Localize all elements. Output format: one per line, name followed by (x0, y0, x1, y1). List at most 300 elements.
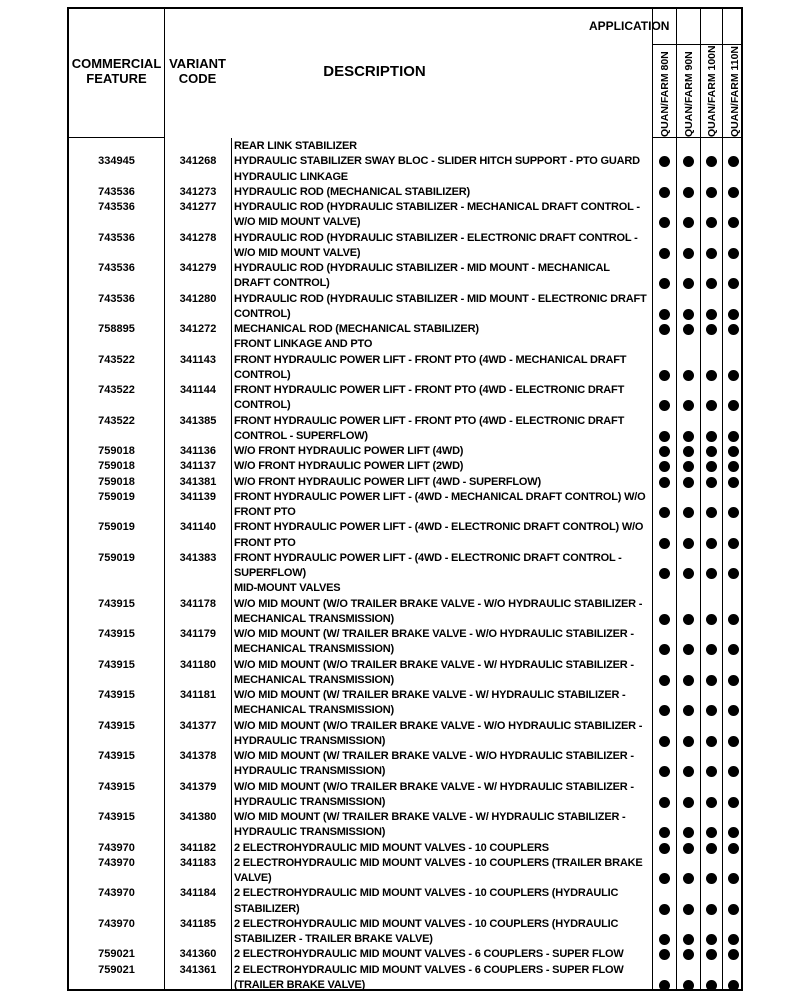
application-dot-icon (706, 309, 717, 320)
variant-code-cell: 341377 (179, 719, 217, 732)
header-variant-code: VARIANT CODE (169, 56, 226, 86)
table-row (69, 353, 741, 368)
application-dot-icon (728, 187, 739, 198)
commercial-feature-cell: 759019 (98, 521, 135, 534)
description-cell: FRONT HYDRAULIC POWER LIFT - (4WD - ELECTRONIC DRAFT CONTROL - (234, 551, 622, 564)
table-row (69, 749, 741, 764)
description-cell: FRONT HYDRAULIC POWER LIFT - (4WD - MECHANICAL DRAFT CONTROL) W/O (234, 490, 646, 503)
table-row (69, 886, 741, 901)
description-cell: HYDRAULIC ROD (MECHANICAL STABILIZER) (234, 185, 471, 198)
application-dot-icon (659, 736, 670, 747)
table-row (69, 520, 741, 535)
application-dot-icon (659, 507, 670, 518)
application-dot-icon (728, 827, 739, 838)
application-dot-icon (706, 675, 717, 686)
application-dot-icon (683, 370, 694, 381)
table-row (69, 139, 741, 154)
application-dot-icon (683, 766, 694, 777)
application-dot-icon (728, 217, 739, 228)
application-dot-icon (728, 614, 739, 625)
application-dot-icon (659, 446, 670, 457)
variant-code-cell: 341180 (179, 658, 217, 671)
application-dot-icon (683, 843, 694, 854)
description-cell: MECHANICAL TRANSMISSION) (234, 643, 394, 656)
application-dot-icon (728, 538, 739, 549)
table-row (69, 902, 741, 917)
table-row (69, 597, 741, 612)
application-dot-icon (706, 843, 717, 854)
application-dot-icon (706, 370, 717, 381)
description-cell: W/O MID MOUNT (W/ TRAILER BRAKE VALVE - W/O HYDRAULIC STABILIZER - (234, 750, 634, 762)
application-dot-icon (659, 217, 670, 228)
application-dot-icon (728, 675, 739, 686)
description-cell: 2 ELECTROHYDRAULIC MID MOUNT VALVES - 10 COUPLERS (234, 841, 549, 854)
commercial-feature-cell: 743915 (98, 658, 135, 671)
table-row (69, 398, 741, 413)
table-row (69, 917, 741, 932)
commercial-feature-cell: 743536 (98, 292, 135, 305)
commercial-feature-cell: 743536 (98, 201, 135, 213)
application-dot-icon (728, 370, 739, 381)
application-dot-icon (706, 934, 717, 945)
application-dot-icon (659, 187, 670, 198)
commercial-feature-cell: 759021 (98, 963, 135, 976)
commercial-feature-cell: 743915 (98, 597, 135, 610)
application-dot-icon (659, 705, 670, 716)
description-cell: FRONT PTO (234, 536, 296, 549)
application-dot-icon (706, 949, 717, 960)
application-dot-icon (659, 431, 670, 442)
application-dot-icon (659, 568, 670, 579)
application-dot-icon (706, 324, 717, 335)
variant-code-cell: 341278 (179, 231, 217, 244)
application-dot-icon (706, 904, 717, 915)
table-row (69, 841, 741, 856)
table-row (69, 261, 741, 276)
application-dot-icon (659, 934, 670, 945)
application-dot-icon (659, 644, 670, 655)
model-label: QUAN/FARM 110N (729, 45, 741, 137)
table-row (69, 307, 741, 322)
description-cell: HYDRAULIC TRANSMISSION) (234, 826, 386, 839)
application-dot-icon (683, 797, 694, 808)
application-dot-icon (659, 370, 670, 381)
description-cell: VALVE) (234, 872, 272, 884)
variant-code-cell: 341139 (179, 490, 217, 503)
table-row (69, 963, 741, 978)
variant-code-cell: 341279 (179, 262, 217, 274)
description-cell: W/O MID MOUNT (W/ TRAILER BRAKE VALVE - W/ HYDRAULIC STABILIZER - (234, 689, 626, 701)
commercial-feature-cell: 743915 (98, 811, 135, 823)
variant-code-cell: 341277 (179, 201, 217, 213)
description-cell: FRONT HYDRAULIC POWER LIFT - (4WD - ELECTRONIC DRAFT CONTROL) W/O (234, 521, 644, 534)
application-dot-icon (683, 278, 694, 289)
description-cell: 2 ELECTROHYDRAULIC MID MOUNT VALVES - 6 COUPLERS - SUPER FLOW (234, 948, 624, 961)
application-dot-icon (659, 278, 670, 289)
table-row (69, 795, 741, 810)
application-dot-icon (683, 248, 694, 259)
table-row (69, 978, 741, 993)
description-cell: CONTROL) (234, 368, 291, 381)
table-row (69, 703, 741, 718)
commercial-feature-cell: 334945 (98, 155, 135, 168)
commercial-feature-cell: 759018 (98, 445, 135, 457)
application-dot-icon (728, 843, 739, 854)
variant-code-cell: 341360 (179, 948, 217, 961)
description-cell: 2 ELECTROHYDRAULIC MID MOUNT VALVES - 10 COUPLERS (HYDRAULIC (234, 917, 619, 930)
description-cell: W/O MID MOUNT (W/ TRAILER BRAKE VALVE - W/ HYDRAULIC STABILIZER - (234, 811, 626, 823)
header-commercial-feature: COMMERCIAL FEATURE (71, 56, 162, 86)
application-dot-icon (683, 217, 694, 228)
application-dot-icon (659, 324, 670, 335)
table-row (69, 719, 741, 734)
description-cell: CONTROL) (234, 399, 291, 412)
model-label: QUAN/FARM 100N (706, 45, 718, 137)
description-cell: MID-MOUNT VALVES (234, 582, 341, 595)
description-cell: FRONT HYDRAULIC POWER LIFT - FRONT PTO (4WD - ELECTRONIC DRAFT (234, 384, 625, 396)
table-row (69, 536, 741, 551)
description-cell: STABILIZER - TRAILER BRAKE VALVE) (234, 933, 433, 945)
table-row (69, 490, 741, 505)
table-row (69, 337, 741, 352)
application-dot-icon (683, 477, 694, 488)
table-row (69, 947, 741, 962)
application-dot-icon (728, 736, 739, 747)
table-row (69, 505, 741, 520)
header-model-110n (724, 45, 746, 137)
table-row (69, 231, 741, 246)
application-dot-icon (728, 507, 739, 518)
table-row (69, 322, 741, 337)
application-dot-icon (683, 187, 694, 198)
table-row (69, 780, 741, 795)
description-cell: CONTROL) (234, 307, 291, 320)
application-dot-icon (659, 248, 670, 259)
application-dot-icon (659, 797, 670, 808)
variant-code-cell: 341137 (179, 460, 217, 473)
commercial-feature-cell: 743970 (98, 917, 135, 930)
variant-code-cell: 341280 (179, 292, 217, 305)
application-dot-icon (683, 309, 694, 320)
commercial-feature-cell: 743536 (98, 262, 135, 274)
application-dot-icon (706, 156, 717, 167)
application-dot-icon (706, 980, 717, 991)
description-cell: MECHANICAL ROD (MECHANICAL STABILIZER) (234, 323, 479, 335)
commercial-feature-cell: 743915 (98, 719, 135, 732)
table-row (69, 292, 741, 307)
application-dot-icon (728, 568, 739, 579)
variant-code-cell: 341381 (179, 475, 217, 488)
application-dot-icon (659, 538, 670, 549)
application-dot-icon (728, 705, 739, 716)
parts-table (67, 7, 743, 991)
table-row (69, 825, 741, 840)
commercial-feature-cell: 743915 (98, 750, 135, 762)
application-dot-icon (728, 461, 739, 472)
commercial-feature-cell: 743536 (98, 231, 135, 244)
description-cell: CONTROL - SUPERFLOW) (234, 429, 368, 442)
description-cell: FRONT HYDRAULIC POWER LIFT - FRONT PTO (4WD - ELECTRONIC DRAFT (234, 414, 625, 427)
description-cell: FRONT PTO (234, 506, 296, 518)
variant-code-cell: 341144 (179, 384, 217, 396)
table-row (69, 246, 741, 261)
application-dot-icon (706, 400, 717, 411)
application-dot-icon (683, 507, 694, 518)
table-row (69, 627, 741, 642)
application-dot-icon (728, 431, 739, 442)
application-dot-icon (728, 934, 739, 945)
commercial-feature-cell: 759021 (98, 948, 135, 961)
application-dot-icon (683, 827, 694, 838)
application-dot-icon (683, 446, 694, 457)
variant-code-cell: 341383 (179, 551, 217, 564)
description-cell: W/O MID MOUNT VALVE) (234, 216, 361, 229)
variant-code-cell: 341178 (179, 597, 217, 610)
application-dot-icon (728, 278, 739, 289)
description-cell: HYDRAULIC LINKAGE (234, 170, 348, 183)
application-dot-icon (683, 705, 694, 716)
application-dot-icon (728, 156, 739, 167)
table-row (69, 642, 741, 657)
application-dot-icon (659, 309, 670, 320)
application-dot-icon (706, 248, 717, 259)
table-row (69, 932, 741, 947)
application-dot-icon (706, 217, 717, 228)
application-dot-icon (706, 507, 717, 518)
variant-code-cell: 341379 (179, 780, 217, 793)
commercial-feature-cell: 743536 (98, 185, 135, 198)
commercial-feature-cell: 759018 (98, 460, 135, 473)
variant-code-cell: 341385 (179, 414, 217, 427)
table-row (69, 581, 741, 596)
variant-code-cell: 341179 (179, 628, 217, 640)
application-dot-icon (706, 766, 717, 777)
application-dot-icon (728, 980, 739, 991)
variant-code-cell: 341272 (179, 323, 217, 335)
description-cell: W/O MID MOUNT (W/ TRAILER BRAKE VALVE - W/O HYDRAULIC STABILIZER - (234, 628, 634, 640)
commercial-feature-cell: 743970 (98, 841, 135, 854)
description-cell: HYDRAULIC TRANSMISSION) (234, 795, 386, 808)
application-dot-icon (728, 400, 739, 411)
table-row (69, 383, 741, 398)
description-cell: 2 ELECTROHYDRAULIC MID MOUNT VALVES - 10 COUPLERS (TRAILER BRAKE (234, 856, 643, 869)
variant-code-cell: 341268 (179, 155, 217, 168)
application-dot-icon (728, 309, 739, 320)
commercial-feature-cell: 759018 (98, 475, 135, 488)
table-row (69, 734, 741, 749)
application-dot-icon (683, 461, 694, 472)
table-row (69, 688, 741, 703)
application-dot-icon (659, 904, 670, 915)
description-cell: FRONT LINKAGE AND PTO (234, 338, 373, 351)
table-row (69, 566, 741, 581)
description-cell: HYDRAULIC STABILIZER SWAY BLOC - SLIDER HITCH SUPPORT - PTO GUARD (234, 155, 640, 168)
description-cell: W/O FRONT HYDRAULIC POWER LIFT (4WD) (234, 445, 464, 457)
application-dot-icon (728, 644, 739, 655)
application-dot-icon (706, 705, 717, 716)
model-label: QUAN/FARM 90N (683, 51, 695, 137)
commercial-feature-cell: 758895 (98, 323, 135, 335)
commercial-feature-cell: 759019 (98, 490, 135, 503)
application-dot-icon (683, 675, 694, 686)
description-cell: 2 ELECTROHYDRAULIC MID MOUNT VALVES - 6 COUPLERS - SUPER FLOW (234, 963, 624, 976)
application-dot-icon (683, 156, 694, 167)
table-row (69, 368, 741, 383)
application-dot-icon (683, 644, 694, 655)
header-description: DESCRIPTION (323, 63, 426, 80)
application-dot-icon (659, 873, 670, 884)
table-row (69, 673, 741, 688)
application-dot-icon (706, 461, 717, 472)
description-cell: MECHANICAL TRANSMISSION) (234, 612, 394, 625)
application-dot-icon (659, 949, 670, 960)
commercial-feature-cell: 743915 (98, 780, 135, 793)
application-dot-icon (728, 446, 739, 457)
variant-code-cell: 341143 (179, 353, 217, 366)
application-dot-icon (659, 461, 670, 472)
description-cell: HYDRAULIC TRANSMISSION) (234, 765, 386, 778)
description-cell: W/O FRONT HYDRAULIC POWER LIFT (2WD) (234, 460, 464, 473)
variant-code-cell: 341136 (179, 445, 217, 457)
description-cell: HYDRAULIC TRANSMISSION) (234, 734, 386, 747)
application-dot-icon (683, 736, 694, 747)
application-dot-icon (659, 156, 670, 167)
application-dot-icon (659, 766, 670, 777)
application-dot-icon (706, 431, 717, 442)
application-dot-icon (683, 400, 694, 411)
description-cell: HYDRAULIC ROD (HYDRAULIC STABILIZER - ELECTRONIC DRAFT CONTROL - (234, 231, 638, 244)
description-cell: DRAFT CONTROL) (234, 277, 330, 290)
application-dot-icon (706, 736, 717, 747)
description-cell: W/O MID MOUNT (W/O TRAILER BRAKE VALVE - W/ HYDRAULIC STABILIZER - (234, 658, 634, 671)
description-cell: W/O MID MOUNT VALVE) (234, 246, 361, 259)
application-dot-icon (659, 980, 670, 991)
variant-code-cell: 341361 (179, 963, 217, 976)
application-dot-icon (728, 766, 739, 777)
application-dot-icon (683, 324, 694, 335)
application-dot-icon (728, 324, 739, 335)
table-row (69, 551, 741, 566)
header-model-90n (678, 53, 700, 137)
application-dot-icon (728, 904, 739, 915)
variant-code-cell: 341378 (179, 750, 217, 762)
table-row (69, 170, 741, 185)
description-cell: HYDRAULIC ROD (HYDRAULIC STABILIZER - MID MOUNT - MECHANICAL (234, 262, 610, 274)
description-cell: W/O MID MOUNT (W/O TRAILER BRAKE VALVE - W/O HYDRAULIC STABILIZER - (234, 719, 643, 732)
application-dot-icon (706, 614, 717, 625)
table-row (69, 414, 741, 429)
variant-code-cell: 341380 (179, 811, 217, 823)
application-dot-icon (683, 934, 694, 945)
table-row (69, 459, 741, 474)
description-cell: HYDRAULIC ROD (HYDRAULIC STABILIZER - MECHANICAL DRAFT CONTROL - (234, 201, 640, 213)
commercial-feature-cell: 743522 (98, 353, 135, 366)
description-cell: W/O FRONT HYDRAULIC POWER LIFT (4WD - SUPERFLOW) (234, 475, 541, 488)
application-dot-icon (683, 538, 694, 549)
application-dot-icon (659, 675, 670, 686)
description-cell: REAR LINK STABILIZER (234, 140, 357, 152)
application-dot-icon (706, 644, 717, 655)
description-cell: W/O MID MOUNT (W/O TRAILER BRAKE VALVE - W/ HYDRAULIC STABILIZER - (234, 780, 634, 793)
commercial-feature-cell: 743970 (98, 856, 135, 869)
application-dot-icon (683, 614, 694, 625)
table-row (69, 444, 741, 459)
table-row (69, 276, 741, 291)
table-row (69, 429, 741, 444)
application-dot-icon (683, 904, 694, 915)
application-dot-icon (706, 538, 717, 549)
application-dot-icon (683, 873, 694, 884)
table-row (69, 200, 741, 215)
description-cell: HYDRAULIC ROD (HYDRAULIC STABILIZER - MID MOUNT - ELECTRONIC DRAFT (234, 292, 647, 305)
application-dot-icon (706, 873, 717, 884)
variant-code-cell: 341140 (179, 521, 217, 534)
application-dot-icon (728, 873, 739, 884)
application-dot-icon (683, 980, 694, 991)
description-cell: STABILIZER) (234, 902, 300, 915)
commercial-feature-cell: 743522 (98, 414, 135, 427)
application-dot-icon (728, 477, 739, 488)
header-model-80n (654, 53, 676, 137)
application-dot-icon (659, 843, 670, 854)
variant-code-cell: 341183 (179, 856, 217, 869)
application-dot-icon (659, 400, 670, 411)
commercial-feature-cell: 743522 (98, 384, 135, 396)
application-dot-icon (659, 477, 670, 488)
description-cell: MECHANICAL TRANSMISSION) (234, 704, 394, 717)
header-application: APPLICATION (589, 19, 670, 33)
application-dot-icon (728, 797, 739, 808)
commercial-feature-cell: 743915 (98, 628, 135, 640)
application-dot-icon (706, 278, 717, 289)
commercial-feature-cell: 759019 (98, 551, 135, 564)
application-dot-icon (659, 827, 670, 838)
application-dot-icon (683, 431, 694, 442)
commercial-feature-cell: 743915 (98, 689, 135, 701)
table-row (69, 658, 741, 673)
description-cell: 2 ELECTROHYDRAULIC MID MOUNT VALVES - 10 COUPLERS (HYDRAULIC (234, 887, 619, 900)
header-model-100n (701, 45, 723, 137)
table-row (69, 185, 741, 200)
description-cell: SUPERFLOW) (234, 567, 306, 579)
commercial-feature-cell: 743970 (98, 887, 135, 900)
description-cell: (TRAILER BRAKE VALVE) (234, 978, 366, 991)
application-dot-icon (659, 614, 670, 625)
variant-code-cell: 341185 (179, 917, 217, 930)
application-dot-icon (683, 568, 694, 579)
application-dot-icon (706, 827, 717, 838)
description-cell: MECHANICAL TRANSMISSION) (234, 673, 394, 686)
application-dot-icon (706, 446, 717, 457)
table-row (69, 475, 741, 490)
description-cell: FRONT HYDRAULIC POWER LIFT - FRONT PTO (4WD - MECHANICAL DRAFT (234, 353, 627, 366)
application-dot-icon (728, 949, 739, 960)
table-row (69, 810, 741, 825)
variant-code-cell: 341273 (179, 185, 217, 198)
description-cell: W/O MID MOUNT (W/O TRAILER BRAKE VALVE - W/O HYDRAULIC STABILIZER - (234, 597, 643, 610)
table-row (69, 215, 741, 230)
table-row (69, 871, 741, 886)
application-dot-icon (683, 949, 694, 960)
table-row (69, 764, 741, 779)
model-label: QUAN/FARM 80N (659, 51, 671, 137)
table-row (69, 856, 741, 871)
application-dot-icon (706, 187, 717, 198)
application-dot-icon (706, 477, 717, 488)
variant-code-cell: 341182 (179, 841, 217, 854)
application-dot-icon (706, 568, 717, 579)
application-dot-icon (728, 248, 739, 259)
